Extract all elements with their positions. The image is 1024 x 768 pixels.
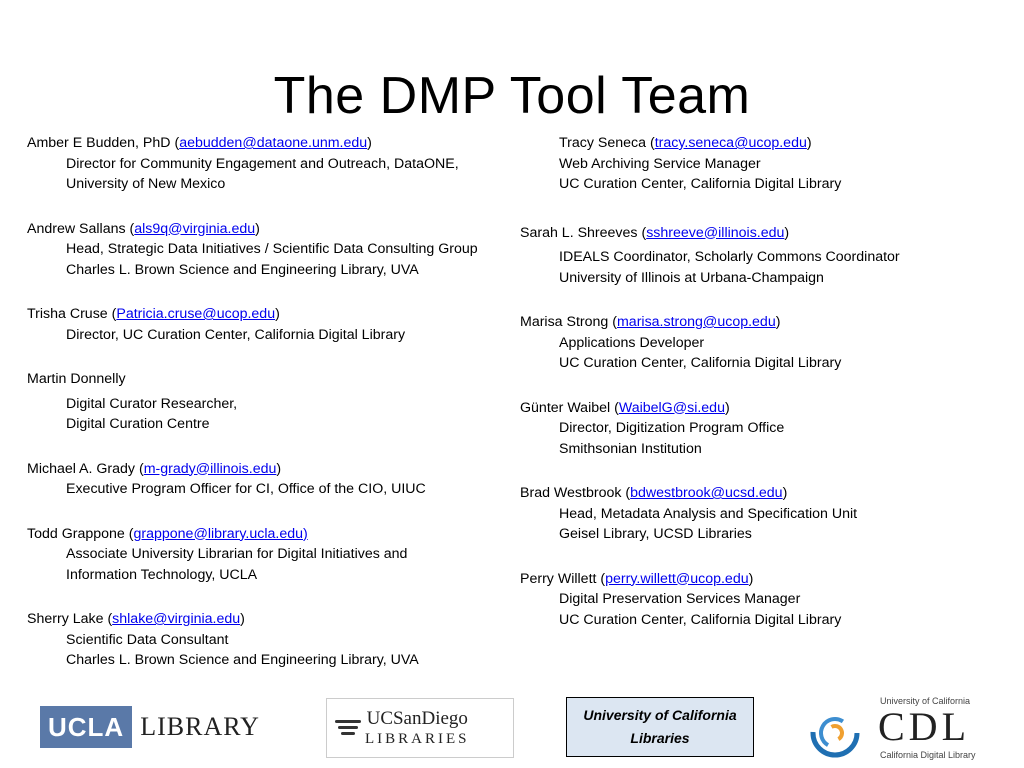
member-name: Marisa Strong [520, 314, 609, 330]
team-member: Günter Waibel (WaibelG@si.edu) Director, Digitization Program Office Smithsonian Institution [520, 398, 1000, 460]
member-affiliation: Charles L. Brown Science and Engineering Library, UVA [66, 652, 419, 668]
member-role: Scientific Data Consultant [66, 631, 229, 648]
member-role: Digital Preservation Services Manager [559, 591, 801, 607]
member-name: Martin Donnelly [27, 371, 126, 387]
member-email-link[interactable]: WaibelG@si.edu [618, 399, 725, 416]
member-email-link[interactable]: sshreeve@illinois.edu [646, 224, 785, 241]
member-email-link[interactable]: shlake@virginia.edu [112, 611, 241, 627]
member-role: Head, Metadata Analysis and Specification Unit [559, 505, 858, 522]
team-member: Andrew Sallans (als9q@virginia.edu) Head, Strategic Data Initiatives / Scientific Data Consulting Group Charles L. Brown Science and Engineering Library, UVA [27, 219, 522, 281]
member-role: Director for Community Engagement and Outreach, DataONE, [66, 155, 459, 172]
team-member: Marisa Strong (marisa.strong@ucop.edu) Applications Developer UC Curation Center, California Digital Library [520, 312, 1000, 374]
team-member: Perry Willett (perry.willett@ucop.edu) Digital Preservation Services Manager UC Curation Center, California Digital Library [520, 569, 1000, 631]
member-affiliation: University of Illinois at Urbana-Champaign [559, 269, 824, 286]
member-name: Todd Grappone [27, 525, 125, 542]
team-member: Amber E Budden, PhD (aebudden@dataone.unm.edu) Director for Community Engagement and Outreach, DataONE, University of New Mexico [27, 133, 522, 195]
member-name: Perry Willett [520, 570, 597, 587]
member-name: Michael A. Grady [27, 460, 136, 477]
member-email-link[interactable]: tracy.seneca@ucop.edu [654, 135, 807, 151]
team-member [27, 369, 522, 435]
member-name: Günter Waibel [520, 399, 611, 416]
member-role: Applications Developer [559, 334, 705, 351]
member-name: Amber E Budden, PhD [27, 135, 171, 151]
member-email-link[interactable]: m-grady@illinois.edu [143, 460, 277, 477]
member-name: Brad Westbrook [520, 485, 622, 501]
team-member: Tracy Seneca (tracy.seneca@ucop.edu) Web Archiving Service Manager UC Curation Center, California Digital Library [520, 133, 1000, 195]
member-affiliation: Information Technology, UCLA [66, 566, 258, 583]
ucla-wordmark: UCLA [40, 706, 132, 748]
cdl-swirl-icon [810, 708, 860, 758]
member-email-link[interactable]: aebudden@dataone.unm.edu [179, 135, 368, 151]
member-affiliation: UC Curation Center, California Digital Library [559, 611, 842, 628]
logo-row [0, 690, 1024, 768]
uc-libraries-box [566, 697, 754, 757]
member-email-link[interactable]: grappone@library.ucla.edu) [133, 525, 308, 542]
member-email-link[interactable]: bdwestbrook@ucsd.edu [630, 485, 783, 501]
member-name: Sarah L. Shreeves [520, 224, 638, 241]
ucla-library-logo [40, 706, 260, 748]
team-member: Michael A. Grady (m-grady@illinois.edu) Executive Program Officer for CI, Office of the CIO, UIUC [27, 459, 522, 500]
cdl-caption: California Digital Library [880, 750, 976, 760]
member-name: Sherry Lake [27, 611, 104, 627]
member-role: IDEALS Coordinator, Scholarly Commons Coordinator [559, 249, 900, 265]
member-name: Andrew Sallans [27, 220, 126, 237]
cdl-logo [810, 694, 985, 764]
ucsd-libraries-wordmark: LIBRARIES [365, 731, 470, 747]
member-affiliation: Digital Curation Centre [66, 416, 210, 432]
cdl-uc-caption: University of California [880, 696, 971, 706]
member-email-link[interactable]: Patricia.cruse@ucop.edu [116, 306, 276, 322]
member-email-link[interactable]: als9q@virginia.edu [134, 220, 256, 237]
uc-libraries-line1: University of California [583, 707, 737, 723]
member-email-link[interactable]: perry.willett@ucop.edu [605, 570, 749, 587]
member-affiliation: Charles L. Brown Science and Engineering Library, UVA [66, 261, 419, 278]
member-affiliation: Geisel Library, UCSD Libraries [559, 526, 752, 542]
member-role: Web Archiving Service Manager [559, 155, 761, 172]
member-name: Trisha Cruse [27, 306, 108, 322]
member-role: Director, UC Curation Center, California Digital Library [66, 326, 406, 343]
member-affiliation: Smithsonian Institution [559, 440, 702, 457]
team-member: Sarah L. Shreeves (sshreeve@illinois.edu) IDEALS Coordinator, Scholarly Commons Coordinator University of Illinois at Urbana-Champaign [520, 223, 1000, 289]
member-affiliation: UC Curation Center, California Digital Library [559, 176, 842, 192]
member-role: Head, Strategic Data Initiatives / Scientific Data Consulting Group [66, 241, 478, 257]
team-member: Brad Westbrook (bdwestbrook@ucsd.edu) Head, Metadata Analysis and Specification Unit Geisel Library, UCSD Libraries [520, 483, 1000, 545]
uc-libraries-line2: Libraries [630, 730, 690, 746]
member-affiliation: University of New Mexico [66, 176, 226, 192]
member-role: Director, Digitization Program Office [559, 420, 785, 436]
ucsd-libraries-logo [326, 698, 514, 758]
team-member: Todd Grappone (grappone@library.ucla.edu) Associate University Librarian for Digital Initiatives and Information Technology, UCLA [27, 524, 522, 586]
ucsd-wordmark: UCSanDiego [366, 708, 468, 729]
right-column [520, 133, 1000, 654]
ucsd-trident-icon [335, 718, 361, 738]
member-affiliation: UC Curation Center, California Digital Library [559, 355, 842, 371]
member-name: Tracy Seneca [559, 135, 647, 151]
member-role: Digital Curator Researcher, [66, 395, 238, 412]
cdl-wordmark: CDL [878, 704, 970, 749]
member-role: Executive Program Officer for CI, Office of the CIO, UIUC [66, 481, 426, 497]
member-role: Associate University Librarian for Digital Initiatives and [66, 546, 408, 562]
ucla-library-wordmark: LIBRARY [140, 712, 260, 741]
team-member: Trisha Cruse (Patricia.cruse@ucop.edu) Director, UC Curation Center, California Digital Library [27, 304, 522, 345]
left-column [27, 133, 522, 695]
slide-title: The DMP Tool Team [273, 67, 751, 125]
team-member: Sherry Lake (shlake@virginia.edu) Scientific Data Consultant Charles L. Brown Science and Engineering Library, UVA [27, 609, 522, 671]
member-email-link[interactable]: marisa.strong@ucop.edu [616, 314, 776, 330]
